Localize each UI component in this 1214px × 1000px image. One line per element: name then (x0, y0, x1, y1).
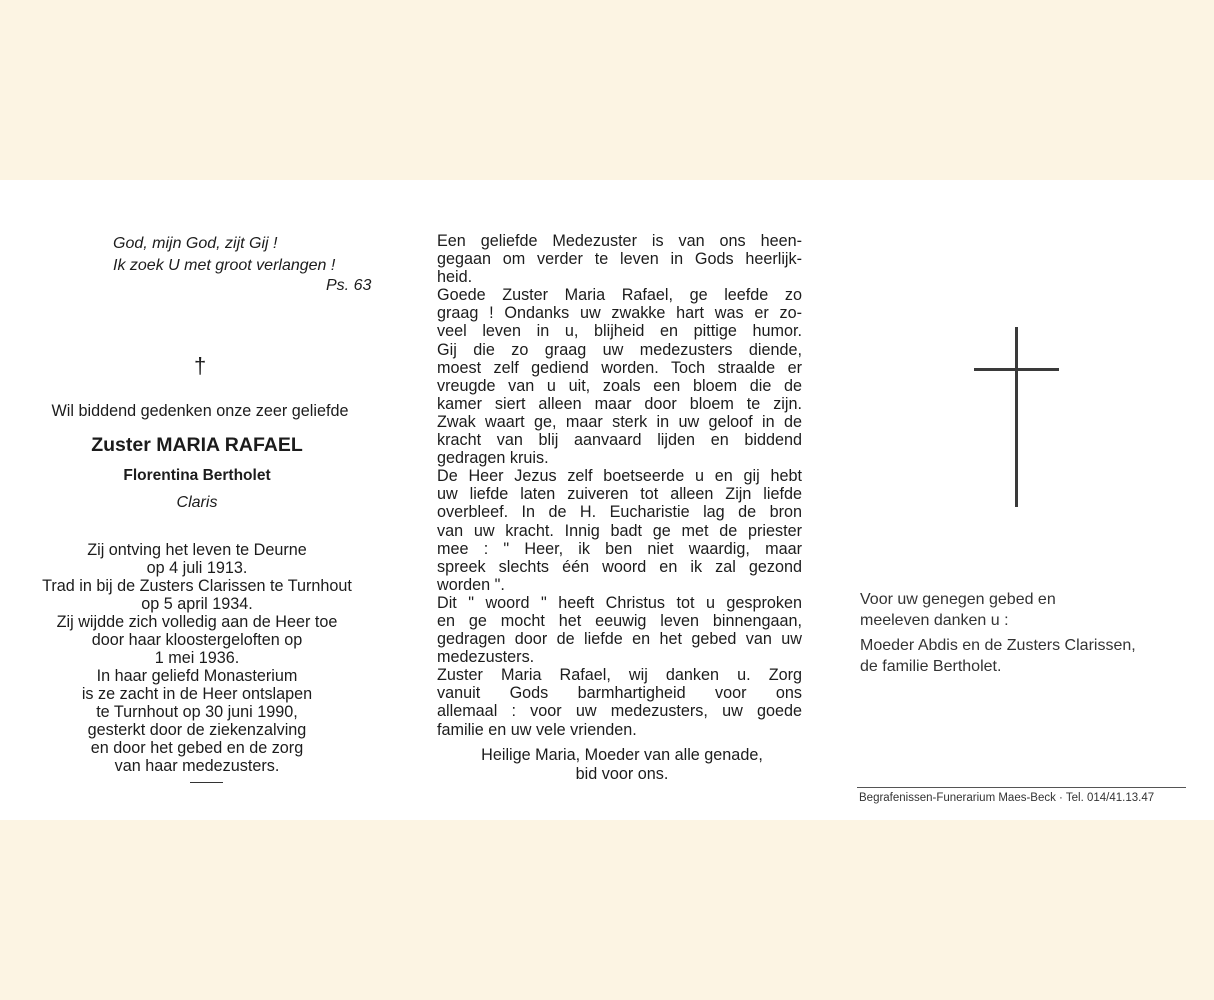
eulogy-line: Zuster Maria Rafael, wij danken u. Zorg (437, 666, 802, 685)
eulogy-line: veel leven in u, blijheid en pittige humor. (437, 322, 802, 341)
family-line: de familie Bertholet. (860, 658, 1002, 675)
bio-line: en door het gebed en de zorg (90, 739, 304, 757)
bio-line: 1 mei 1936. (154, 649, 240, 667)
prayer-line: bid voor ons. (575, 765, 669, 783)
cross-icon-bar (974, 368, 1059, 371)
eulogy-line: vreugde van u uit, zoals een bloem die de (437, 376, 802, 395)
eulogy-line: Dit " woord " heeft Christus tot u gesproken (437, 593, 802, 612)
quote-line: Ik zoek U met groot verlangen ! (113, 257, 336, 274)
eulogy-line: familie en uw vele vrienden. (437, 720, 637, 739)
birth-name: Florentina Bertholet (123, 467, 271, 484)
thanks-text (860, 589, 1056, 631)
bio-line: op 5 april 1934. (141, 595, 253, 613)
eulogy-line: gedragen door de liefde en het gebed van uw (437, 630, 802, 649)
eulogy-text (437, 232, 802, 739)
bio-line: Trad in bij de Zusters Clarissen te Turnhout (42, 577, 352, 595)
psalm-quote (113, 233, 335, 277)
deceased-name: Zuster MARIA RAFAEL (91, 434, 303, 456)
bio-line: gesterkt door de ziekenzalving (87, 721, 307, 739)
psalm-reference: Ps. 63 (326, 277, 372, 294)
eulogy-line: De Heer Jezus zelf boetseerde u en gij hebt (437, 467, 802, 486)
eulogy-line: en ge mocht het eeuwig leven binnengaan, (437, 611, 802, 630)
eulogy-line: moest zelf gediend worden. Toch straalde er (437, 358, 802, 377)
bio-line: Zij ontving het leven te Deurne (87, 541, 307, 559)
bio-line: door haar kloostergeloften op (91, 631, 303, 649)
eulogy-line: Gij die zo graag uw medezusters diende, (437, 340, 802, 359)
bio-line: is ze zacht in de Heer ontslapen (81, 685, 313, 703)
bio-line: van haar medezusters. (114, 757, 280, 775)
eulogy-line: Zwak waart ge, maar sterk in uw geloof in de (437, 412, 802, 431)
bio-line: In haar geliefd Monasterium (96, 667, 298, 685)
eulogy-line: uw liefde laten zuiveren tot alleen Zijn liefde (437, 485, 802, 504)
prayer-line: Heilige Maria, Moeder van alle genade, (481, 746, 763, 764)
bio-line: te Turnhout op 30 juni 1990, (96, 703, 298, 721)
eulogy-line: heid. (437, 268, 473, 287)
order-name: Claris (176, 494, 218, 511)
eulogy-line: overbleef. In de H. Eucharistie lag de bron (437, 503, 802, 522)
eulogy-line: medezusters. (437, 648, 535, 667)
intro-text: Wil biddend gedenken onze zeer geliefde (51, 402, 349, 420)
eulogy-line: spreek slechts één woord en ik zal gezond (437, 557, 802, 576)
dagger-icon: † (194, 353, 207, 378)
thanks-line: meeleven danken u : (860, 612, 1009, 629)
family-line: Moeder Abdis en de Zusters Clarissen, (860, 637, 1136, 654)
eulogy-line: vanuit Gods barmhartigheid voor ons (437, 684, 802, 703)
eulogy-line: kamer siert alleen maar door bloem te zijn. (437, 394, 802, 413)
eulogy-line: allemaal : voor uw medezusters, uw goede (437, 702, 802, 721)
prayer (437, 746, 807, 784)
eulogy-line: gegaan om verder te leven in Gods heerlijk- (437, 250, 802, 269)
bio-line: op 4 juli 1913. (146, 559, 248, 577)
quote-line: God, mijn God, zijt Gij ! (113, 235, 278, 252)
eulogy-line: mee : " Heer, ik ben niet waardig, maar (437, 539, 802, 558)
bio-line: Zij wijdde zich volledig aan de Heer toe (56, 613, 338, 631)
eulogy-line: worden ". (437, 575, 505, 594)
eulogy-line: kracht van blij aanvaard lijden en biddend (437, 431, 802, 450)
cross-icon (1015, 327, 1018, 507)
thanks-line: Voor uw genegen gebed en (860, 591, 1056, 608)
family-text (860, 635, 1136, 677)
divider (190, 782, 223, 783)
eulogy-line: Goede Zuster Maria Rafael, ge leefde zo (437, 286, 802, 305)
eulogy-line: graag ! Ondanks uw zwakke hart was er zo- (437, 304, 802, 323)
eulogy-line: Een geliefde Medezuster is van ons heen- (437, 232, 802, 250)
eulogy-line: gedragen kruis. (437, 449, 549, 468)
footer-divider (857, 787, 1186, 788)
funeral-home-footer: Begrafenissen-Funerarium Maes-Beck · Tel. 014/41.13.47 (859, 792, 1155, 804)
eulogy-line: van uw kracht. Innig badt ge met de priester (437, 521, 802, 540)
